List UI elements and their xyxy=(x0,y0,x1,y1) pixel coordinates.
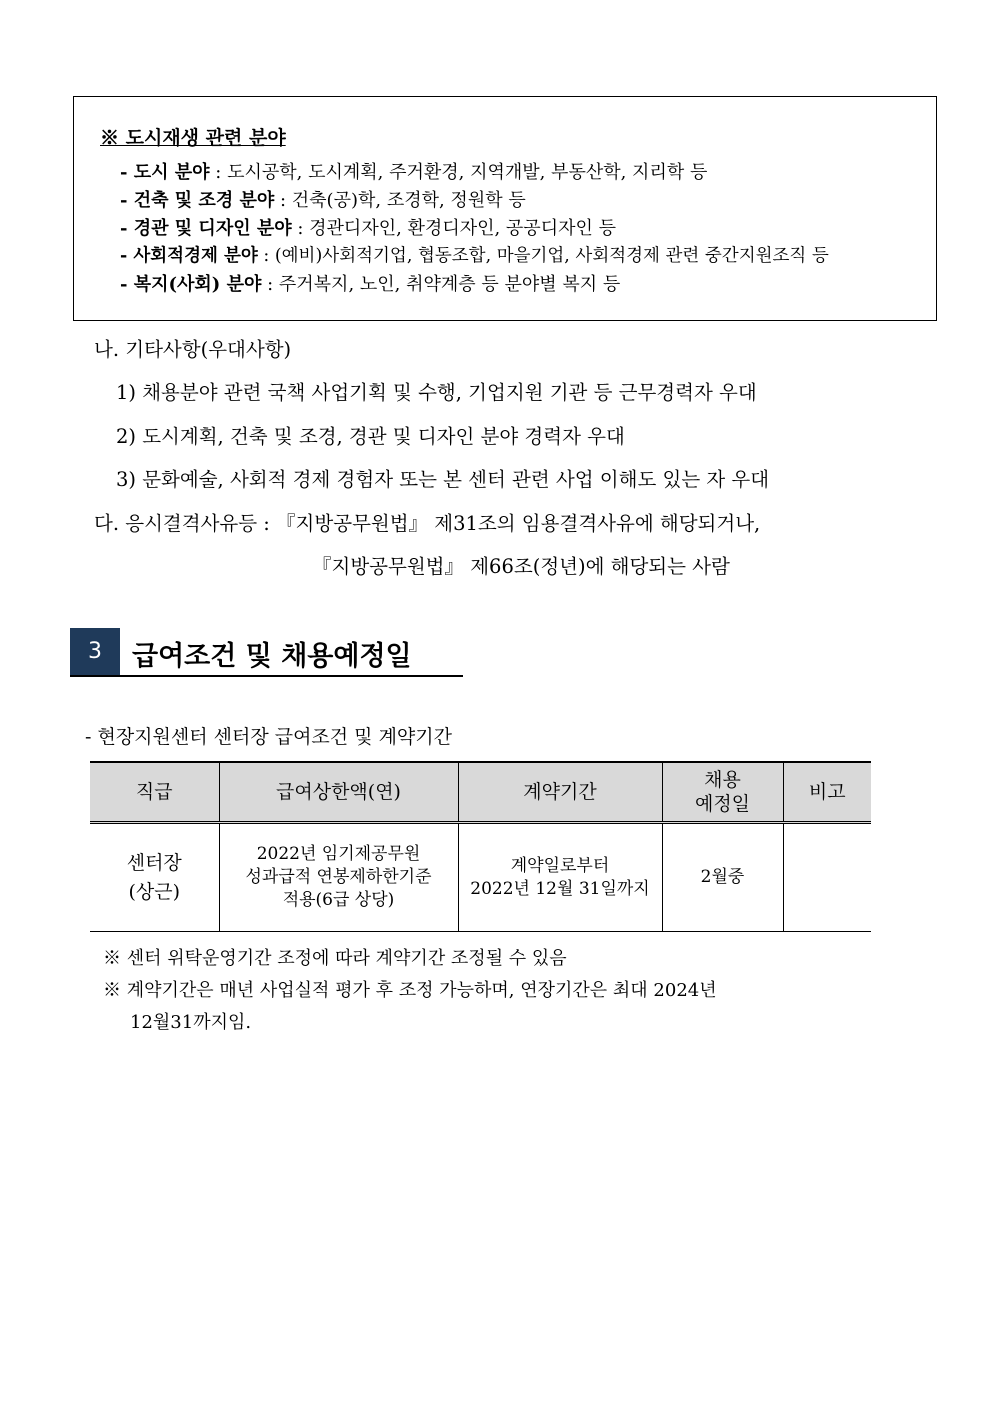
header-position: 직급 xyxy=(90,762,219,823)
salary-table xyxy=(90,761,871,932)
other-item-2: 2) 도시계획, 건축 및 조경, 경관 및 디자인 분야 경력자 우대 xyxy=(116,425,625,448)
header-contract-period: 계약기간 xyxy=(458,762,662,823)
cell-remarks xyxy=(783,823,871,932)
urban-box-title: ※ 도시재생 관련 분야 xyxy=(100,127,286,149)
header-remarks: 비고 xyxy=(783,762,871,823)
other-item-3: 3) 문화예술, 사회적 경제 경험자 또는 본 센터 관련 사업 이해도 있는 자 우대 xyxy=(116,468,770,491)
table-caption: - 현장지원센터 센터장 급여조건 및 계약기간 xyxy=(85,726,452,748)
cell-position: 센터장 (상근) xyxy=(90,823,219,932)
section-title: 급여조건 및 채용예정일 xyxy=(132,641,412,672)
table-row xyxy=(90,823,871,932)
field-architecture: - 건축 및 조경 분야 : 건축(공)학, 조경학, 정원학 등 xyxy=(120,190,526,211)
note-2-continued: 12월31까지임. xyxy=(130,1012,252,1033)
field-social-economy: - 사회적경제 분야 : (예비)사회적기업, 협동조합, 마을기업, 사회적경제 관련 중간지원조직 등 xyxy=(120,246,829,266)
other-heading: 나. 기타사항(우대사항) xyxy=(94,338,292,361)
field-welfare: - 복지(사회) 분야 : 주거복지, 노인, 취약계층 등 분야별 복지 등 xyxy=(120,274,621,295)
section-underline xyxy=(70,675,463,677)
header-hire-date: 채용 예정일 xyxy=(662,762,783,823)
section-number: 3 xyxy=(70,628,120,675)
cell-hire-date: 2월중 xyxy=(662,823,783,932)
disqualify-line-1: 다. 응시결격사유등 : 『지방공무원법』 제31조의 임용결격사유에 해당되거나, xyxy=(94,512,761,535)
note-2: ※ 계약기간은 매년 사업실적 평가 후 조정 가능하며, 연장기간은 최대 2024년 xyxy=(103,980,717,1001)
field-urban: - 도시 분야 : 도시공학, 도시계획, 주거환경, 지역개발, 부동산학, 지리학 등 xyxy=(120,162,708,183)
cell-salary-cap: 2022년 임기제공무원 성과급적 연봉제하한기준 적용(6급 상당) xyxy=(219,823,458,932)
field-landscape-design: - 경관 및 디자인 분야 : 경관디자인, 환경디자인, 공공디자인 등 xyxy=(120,218,616,239)
table-header-row xyxy=(90,762,871,823)
cell-contract-period: 계약일로부터 2022년 12월 31일까지 xyxy=(458,823,662,932)
disqualify-line-2: 『지방공무원법』 제66조(정년)에 해당되는 사람 xyxy=(312,555,730,578)
header-salary-cap: 급여상한액(연) xyxy=(219,762,458,823)
other-item-1: 1) 채용분야 관련 국책 사업기획 및 수행, 기업지원 기관 등 근무경력자 우대 xyxy=(116,381,757,404)
note-1: ※ 센터 위탁운영기간 조정에 따라 계약기간 조정될 수 있음 xyxy=(103,948,567,969)
